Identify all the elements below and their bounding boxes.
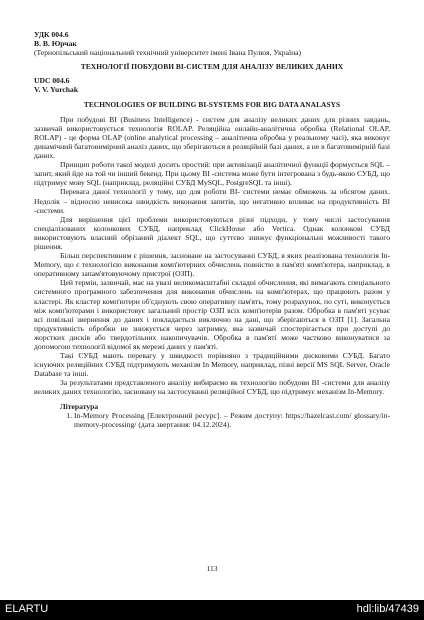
paragraph: При побудові BI (Business Intelligence) - систем для аналізу великих даних для різних завдань, зазвичай використовується технологія ROLAP. Реляційна онлайн-аналітична обробка (Relational OLAP, ROLAP) - це форма OLAP (online analytical processing – аналітична обробка у реальному часі), яка виконує динамічний багатовимірний аналіз даних, що зберігаються в реляційній базі даних, а не в багатовимірній базі даних.	[34, 114, 390, 161]
title-ua: ТЕХНОЛОГІЇ ПОБУДОВИ BI-СИСТЕМ ДЛЯ АНАЛІЗУ ВЕЛИКИХ ДАНИХ	[80, 62, 344, 72]
page-number: 113	[206, 564, 218, 573]
references-heading: Література	[60, 401, 99, 411]
udc-en: UDC 004.6	[34, 76, 70, 86]
affiliation: (Тернопільський національний технічний університет імені Івана Пулюя, Україна)	[34, 48, 302, 58]
paragraph: За результатами представленого аналізу вибираємо як технологію побудови BI -системи для аналізу великих даних технологію, засновану на застосуванні реляційної СУБД, що підтримує механізм In-Memory.	[34, 378, 390, 397]
paragraph: Більш перспективним є рішення, засноване на застосуванні СУБД, в яких реалізована технологія In-Memory, що є технологією виконання комп'ютерних обчислень повністю в пам'яті комп'ютера, наприклад, в оперативному запам'ятовуючому пристрої (ОЗП).	[34, 251, 390, 279]
title-en: TECHNOLOGIES OF BUILDING BI-SYSTEMS FOR BIG DATA ANALASYS	[83, 99, 341, 109]
references-list	[34, 411, 390, 429]
paragraph: Для вирішення цієї проблеми використовуються різні підходи, у тому числі застосування спеціалізованих колонкових СУБД, наприклад ClickHouse або Vertica. Однак колонкові СУБД використовують власний обрізаний діалект SQL, що суттєво знижує функціональні можливості такого рішення.	[34, 214, 390, 251]
paragraph: Принцип роботи такої моделі досить простий: при активізації аналітичної функції формується SQL – запит, який йде на той чи інший бекенд. При цьому BI -система може бути інтегрована з будь-якою СУБД, що підтримує мову SQL (наприклад, реляційні СУБД MySQL, PostgreSQL та інші).	[34, 160, 390, 188]
footer-handle-label: hdl:lib/47439	[356, 603, 419, 615]
paragraph: Такі СУБД мають перевагу у швидкості порівняно з традиційними дисковими СУБД. Багато існуючих реляційних СУБД підтримують механізм In Memory, наприклад, пізні версії MS SQL Server, Oracle Database та інші.	[34, 351, 390, 379]
paragraph: Перевага даної технології у тому, що для роботи BI- системи немає обмежень за обсягом даних. Недолік – відносно невисока швидкість виконання запитів, що негативно впливає на продуктивність BI -системи.	[34, 187, 390, 215]
footer-bar	[0, 600, 424, 620]
paragraph: Цей термін, зазвичай, має на увазі великомасштабні складні обчислення, які вимагають спеціального системного програмного забезпечення для виконання обчислень на комп'ютерах, що працюють разом у кластері. Як кластер комп'ютери об'єднують свою оперативну пам'ять, тому розрахунок, по суті, виконується між комп'ютерами і використовує загальний простір ОЗП всіх комп'ютерів разом. Обробка в пам'яті усуває всі повільні звернення до даних і покладається виключно на дані, що зберігаються в ОЗП [1]. Загальна продуктивність обробки не знижується через затримку, яка зазвичай спостерігається при доступі до жорстких дисків або твердотільних накопичувачів. Обробка в пам'яті може частково виконуватися за допомогою технології відомої як мережі даних у пам'яті.	[34, 278, 390, 351]
author-en: V. V. Yurchak	[34, 85, 79, 95]
udc-ua: УДК 004.6	[34, 30, 69, 39]
footer-repository-label: ELARTU	[5, 603, 49, 615]
reference-item: 1. In-Memory Processing [Електронний ресурс]. – Режим доступу: https://hazelcast.com/ glossary/in-memory-processing/ (дата звертання: 04.12.2024).	[74, 411, 390, 429]
page-content	[34, 30, 390, 429]
author-ua: В. В. Юрчак	[34, 39, 77, 49]
